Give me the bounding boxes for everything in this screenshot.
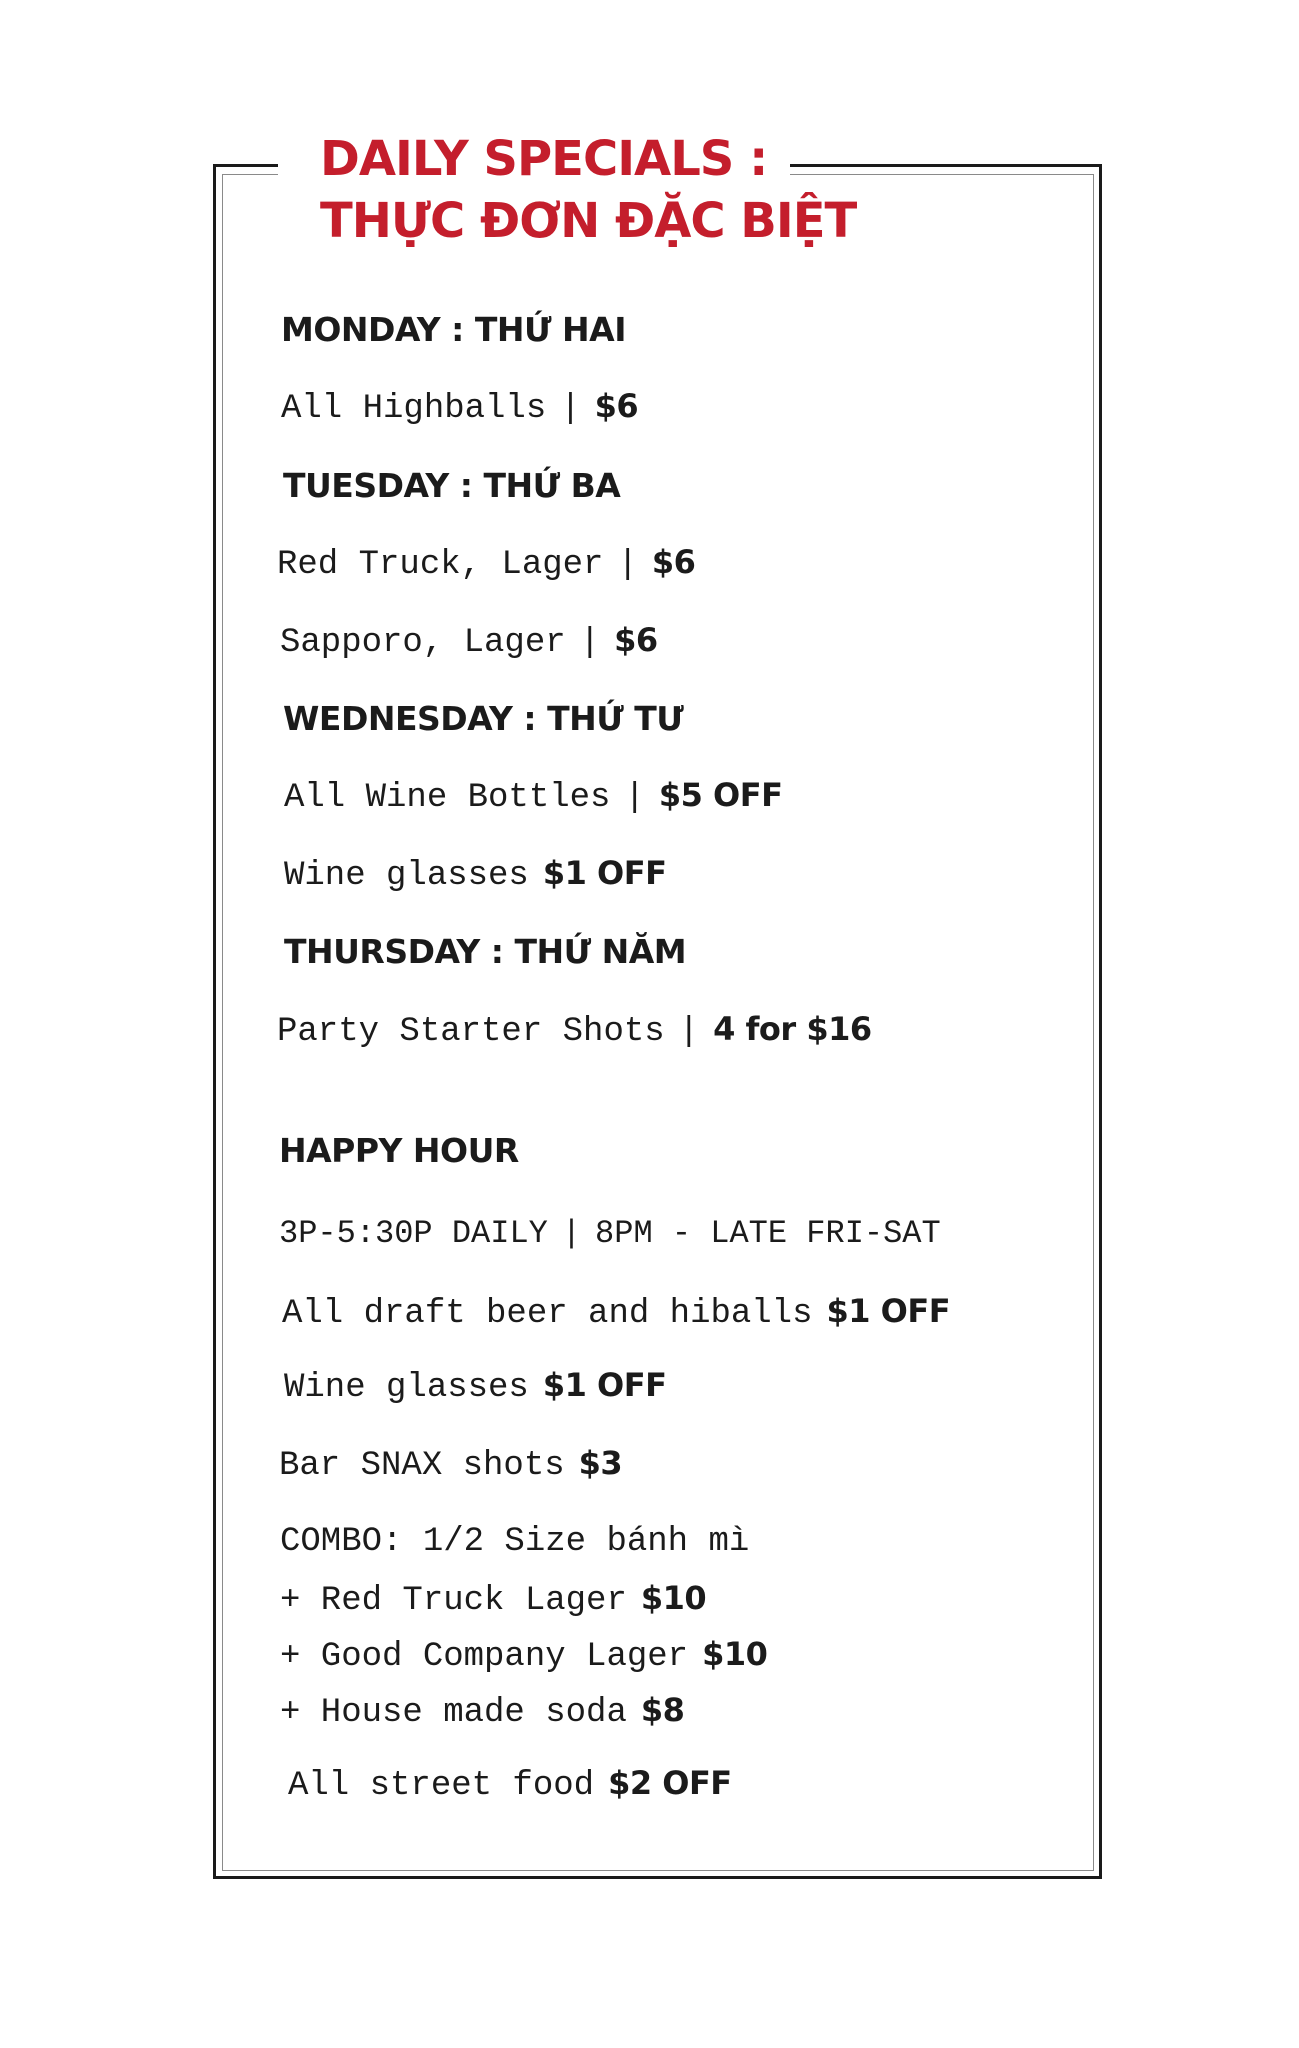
- item-price: $1 OFF: [542, 854, 667, 892]
- frame-top-rule-left-inner: [222, 174, 278, 175]
- item-name: Wine glasses: [284, 857, 529, 895]
- combo-option-good-company: [280, 1635, 767, 1676]
- item-price: $8: [640, 1691, 685, 1729]
- happy-hour-weekend: 8PM - LATE FRI-SAT: [595, 1215, 941, 1252]
- combo-option-house-soda: [280, 1691, 684, 1732]
- item-price: $3: [578, 1444, 623, 1482]
- happy-hour-item-street-food: [288, 1764, 732, 1805]
- item-name: + Good Company Lager: [280, 1638, 689, 1676]
- item-name: + Red Truck Lager: [280, 1582, 627, 1620]
- happy-hour-item-wine-glasses: [284, 1366, 666, 1407]
- wednesday-heading: WEDNESDAY : THỨ TƯ: [283, 699, 684, 738]
- item-price: $10: [702, 1635, 768, 1673]
- item-name: Wine glasses: [284, 1369, 529, 1407]
- item-price: $1 OFF: [826, 1292, 951, 1330]
- item-name: All draft beer and hiballs: [282, 1295, 813, 1333]
- thursday-heading: THURSDAY : THỨ NĂM: [284, 932, 687, 971]
- happy-hour-item-draft-beer: [282, 1292, 950, 1333]
- menu-title-line-2: THỰC ĐƠN ĐẶC BIỆT: [320, 193, 857, 249]
- item-name: All Wine Bottles: [284, 779, 611, 817]
- wednesday-item-wine-glasses: [284, 854, 666, 895]
- item-separator: |: [678, 1013, 700, 1051]
- item-separator: |: [561, 1215, 582, 1252]
- tuesday-item-red-truck: [277, 543, 695, 584]
- monday-heading: MONDAY : THỨ HAI: [281, 310, 626, 349]
- tuesday-item-sapporo: [280, 621, 658, 662]
- combo-option-red-truck: [280, 1579, 706, 1620]
- combo-label: COMBO: 1/2 Size bánh mì: [280, 1523, 750, 1561]
- item-name: Bar SNAX shots: [279, 1447, 565, 1485]
- frame-top-rule-left: [213, 164, 278, 167]
- item-price: $10: [640, 1579, 707, 1617]
- item-name: Party Starter Shots: [277, 1013, 665, 1051]
- item-price: 4 for $16: [713, 1010, 872, 1048]
- happy-hour-daily: 3P-5:30P DAILY: [279, 1215, 548, 1252]
- item-separator: |: [624, 779, 645, 817]
- wednesday-item-wine-bottles: [284, 776, 782, 817]
- item-name: Sapporo, Lager: [280, 624, 566, 662]
- item-separator: |: [617, 546, 638, 584]
- item-name: All Highballs: [281, 390, 547, 428]
- item-price: $6: [594, 387, 639, 425]
- happy-hour-heading: HAPPY HOUR: [279, 1131, 519, 1170]
- thursday-item-party-shots: [277, 1010, 872, 1051]
- item-name: + House made soda: [280, 1694, 627, 1732]
- monday-item-highballs: [281, 387, 638, 428]
- happy-hour-times: [279, 1215, 941, 1252]
- item-price: $6: [651, 543, 696, 581]
- item-price: $1 OFF: [542, 1366, 667, 1404]
- item-separator: |: [560, 390, 581, 428]
- happy-hour-item-snax-shots: [279, 1444, 622, 1485]
- tuesday-heading: TUESDAY : THỨ BA: [283, 466, 621, 505]
- item-price: $2 OFF: [608, 1764, 732, 1802]
- menu-title-line-1: DAILY SPECIALS :: [320, 131, 768, 187]
- menu-title: [320, 128, 856, 252]
- item-name: All street food: [288, 1767, 595, 1805]
- item-name: Red Truck, Lager: [277, 546, 604, 584]
- item-price: $6: [614, 621, 658, 659]
- item-separator: |: [579, 624, 601, 662]
- item-price: $5 OFF: [658, 776, 783, 814]
